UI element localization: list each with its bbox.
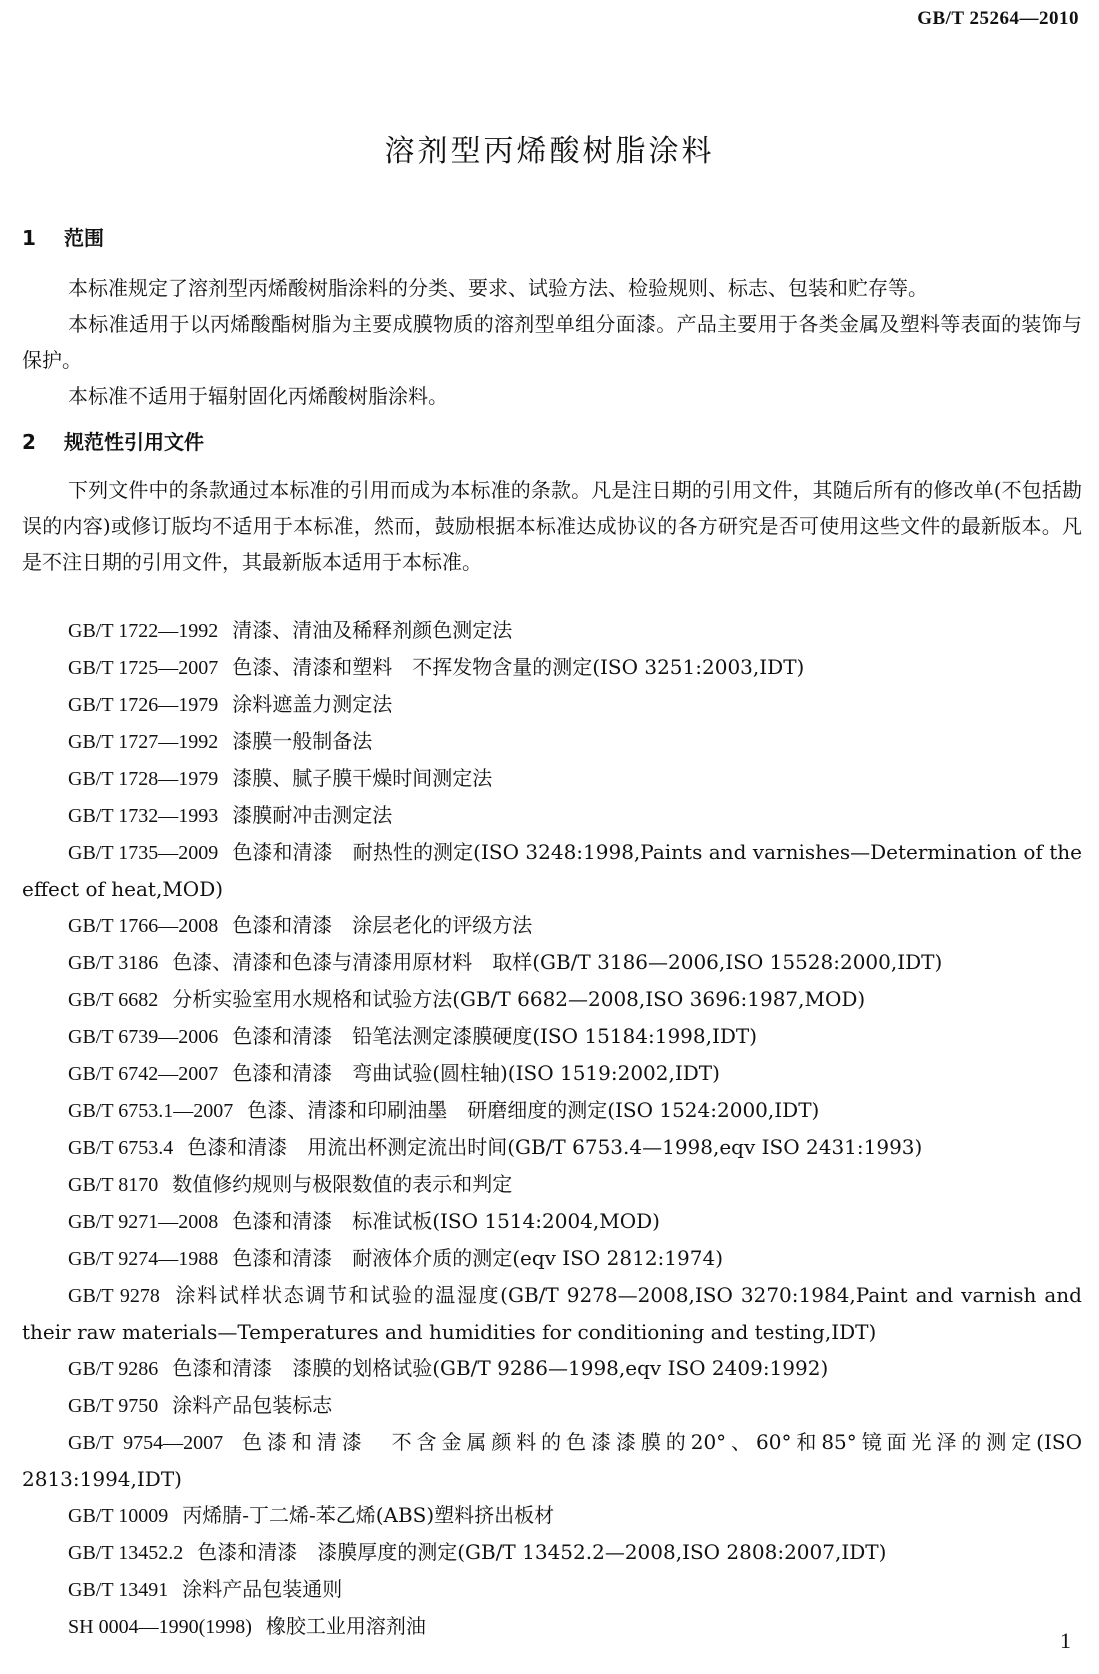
section-1-title: 范围 — [64, 226, 104, 250]
reference-code: GB/T 1728—1979 — [68, 768, 219, 790]
reference-item — [22, 797, 1082, 834]
reference-code: GB/T 1722—1992 — [68, 620, 219, 642]
section-1-paragraph-3: 本标准不适用于辐射固化丙烯酸树脂涂料。 — [68, 384, 448, 408]
reference-title: 色漆和清漆 用流出杯测定流出时间(GB/T 6753.4—1998,eqv ISO 2431:1993) — [187, 1135, 923, 1159]
reference-title: 涂料产品包装通则 — [182, 1577, 343, 1601]
section-2-heading — [22, 426, 204, 455]
reference-item — [22, 1387, 1082, 1424]
reference-item — [22, 1277, 1082, 1350]
section-2-number: 2 — [22, 430, 36, 454]
reference-item — [22, 907, 1082, 944]
reference-title: 涂料产品包装标志 — [172, 1393, 333, 1417]
reference-code: GB/T 13452.2 — [68, 1542, 184, 1564]
reference-title: 分析实验室用水规格和试验方法(GB/T 6682—2008,ISO 3696:1987,MOD) — [172, 987, 866, 1011]
reference-code: GB/T 9750 — [68, 1395, 159, 1417]
reference-item — [22, 1424, 1082, 1497]
reference-title: 橡胶工业用溶剂油 — [265, 1614, 426, 1638]
reference-item — [22, 1240, 1082, 1277]
reference-code: GB/T 1735—2009 — [68, 842, 219, 864]
reference-code: GB/T 1766—2008 — [68, 915, 219, 937]
reference-code: GB/T 9271—2008 — [68, 1211, 219, 1233]
reference-code: GB/T 13491 — [68, 1579, 169, 1601]
normative-reference-list — [22, 612, 1082, 1645]
reference-item — [22, 1350, 1082, 1387]
reference-item — [22, 1166, 1082, 1203]
reference-title: 清漆、清油及稀释剂颜色测定法 — [232, 618, 513, 642]
section-1-paragraph-2: 本标准适用于以丙烯酸酯树脂为主要成膜物质的溶剂型单组分面漆。产品主要用于各类金属及塑料等表面的装饰与保护。 — [22, 312, 1082, 372]
reference-item — [22, 1092, 1082, 1129]
reference-code: GB/T 9274—1988 — [68, 1248, 219, 1270]
reference-item — [22, 612, 1082, 649]
reference-title: 色漆和清漆 漆膜厚度的测定(GB/T 13452.2—2008,ISO 2808:2007,IDT) — [197, 1540, 887, 1564]
reference-item — [22, 1497, 1082, 1534]
reference-item — [22, 760, 1082, 797]
reference-title: 漆膜、腻子膜干燥时间测定法 — [232, 766, 493, 790]
reference-item — [22, 1571, 1082, 1608]
reference-title: 色漆和清漆 标准试板(ISO 1514:2004,MOD) — [232, 1209, 660, 1233]
reference-title: 色漆和清漆 涂层老化的评级方法 — [232, 913, 533, 937]
section-1-paragraph-1: 本标准规定了溶剂型丙烯酸树脂涂料的分类、要求、试验方法、检验规则、标志、包装和贮存等。 — [68, 276, 928, 300]
reference-title: 漆膜一般制备法 — [232, 729, 373, 753]
reference-code: GB/T 9278 — [68, 1285, 160, 1307]
document-title: 溶剂型丙烯酸树脂涂料 — [384, 134, 715, 169]
reference-item — [22, 649, 1082, 686]
reference-item — [22, 981, 1082, 1018]
section-2-title: 规范性引用文件 — [64, 430, 204, 454]
reference-title: 数值修约规则与极限数值的表示和判定 — [172, 1172, 513, 1196]
reference-code: GB/T 9754—2007 — [68, 1432, 224, 1454]
reference-code: GB/T 1726—1979 — [68, 694, 219, 716]
reference-title: 丙烯腈-丁二烯-苯乙烯(ABS)塑料挤出板材 — [182, 1503, 555, 1527]
reference-title: 色漆和清漆 铅笔法测定漆膜硬度(ISO 15184:1998,IDT) — [232, 1024, 758, 1048]
reference-code: GB/T 6739—2006 — [68, 1026, 219, 1048]
reference-title: 色漆和清漆 耐液体介质的测定(eqv ISO 2812:1974) — [232, 1246, 723, 1270]
reference-code: GB/T 6753.4 — [68, 1137, 174, 1159]
reference-code: GB/T 10009 — [68, 1505, 169, 1527]
reference-title: 色漆和清漆 弯曲试验(圆柱轴)(ISO 1519:2002,IDT) — [232, 1061, 720, 1085]
reference-code: GB/T 8170 — [68, 1174, 159, 1196]
reference-code: GB/T 1725—2007 — [68, 657, 219, 679]
reference-item — [22, 944, 1082, 981]
reference-item — [22, 1608, 1082, 1645]
reference-title: 色漆、清漆和塑料 不挥发物含量的测定(ISO 3251:2003,IDT) — [232, 655, 805, 679]
reference-code: GB/T 3186 — [68, 952, 159, 974]
reference-item — [22, 686, 1082, 723]
page-number: 1 — [1060, 1628, 1071, 1653]
section-1-number: 1 — [22, 226, 36, 250]
header-standard-code: GB/T 25264—2010 — [917, 8, 1079, 29]
reference-item — [22, 1203, 1082, 1240]
reference-item — [22, 1534, 1082, 1571]
reference-title: 涂料试样状态调节和试验的温湿度(GB/T 9278—2008,ISO 3270:1984,Paint and varnish and their raw materials—Temperatures and humidities for conditioning and testing,IDT) — [22, 1283, 1082, 1344]
reference-code: SH 0004—1990(1998) — [68, 1616, 252, 1638]
reference-code: GB/T 1732—1993 — [68, 805, 219, 827]
reference-title: 色漆和清漆 耐热性的测定(ISO 3248:1998,Paints and varnishes—Determination of the effect of heat,MOD) — [22, 840, 1082, 901]
reference-item — [22, 1129, 1082, 1166]
section-1-heading — [22, 222, 104, 251]
reference-code: GB/T 6682 — [68, 989, 159, 1011]
reference-item — [22, 723, 1082, 760]
reference-item — [22, 834, 1082, 907]
reference-title: 色漆和清漆 不含金属颜料的色漆漆膜的20°、60°和85°镜面光泽的测定(ISO 2813:1994,IDT) — [22, 1430, 1082, 1491]
reference-title: 色漆和清漆 漆膜的划格试验(GB/T 9286—1998,eqv ISO 2409:1992) — [172, 1356, 829, 1380]
reference-code: GB/T 9286 — [68, 1358, 159, 1380]
reference-code: GB/T 1727—1992 — [68, 731, 219, 753]
section-2-paragraph-1: 下列文件中的条款通过本标准的引用而成为本标准的条款。凡是注日期的引用文件，其随后所有的修改单(不包括勘误的内容)或修订版均不适用于本标准，然而，鼓励根据本标准达成协议的各方研究是否可使用这些文件的最新版本。凡是不注日期的引用文件，其最新版本适用于本标准。 — [22, 478, 1082, 574]
reference-code: GB/T 6742—2007 — [68, 1063, 219, 1085]
reference-item — [22, 1018, 1082, 1055]
reference-title: 涂料遮盖力测定法 — [232, 692, 393, 716]
reference-title: 色漆、清漆和色漆与清漆用原材料 取样(GB/T 3186—2006,ISO 15528:2000,IDT) — [172, 950, 943, 974]
reference-item — [22, 1055, 1082, 1092]
reference-title: 色漆、清漆和印刷油墨 研磨细度的测定(ISO 1524:2000,IDT) — [247, 1098, 820, 1122]
reference-title: 漆膜耐冲击测定法 — [232, 803, 393, 827]
reference-code: GB/T 6753.1—2007 — [68, 1100, 234, 1122]
